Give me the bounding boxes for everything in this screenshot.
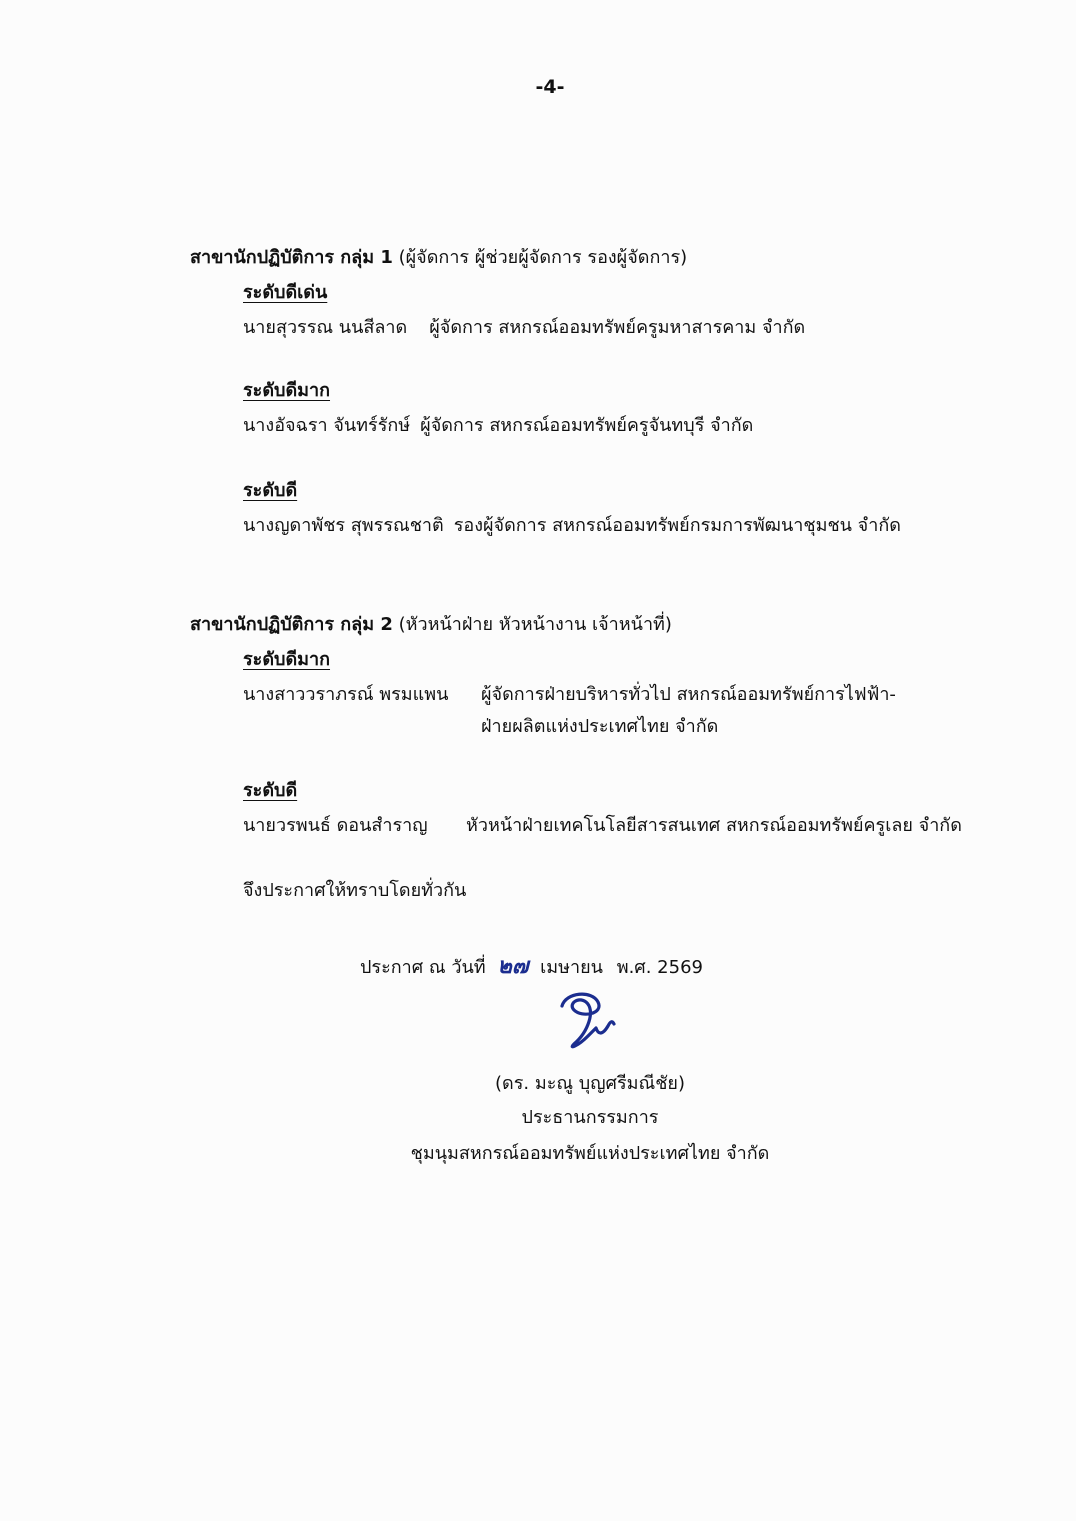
handwritten-day: ๒๗	[497, 953, 529, 979]
awardee-position: รองผู้จัดการ สหกรณ์ออมทรัพย์กรมการพัฒนาชุมชน จำกัด	[453, 515, 901, 536]
group1-awardee-very-good	[243, 410, 753, 439]
announcement-date	[360, 948, 703, 983]
group1-title-paren: (ผู้จัดการ ผู้ช่วยผู้จัดการ รองผู้จัดการ)	[398, 247, 688, 268]
group2-awardee-good-name: นายวรพนธ์ ดอนสำราญ	[243, 815, 428, 836]
announcement-prefix: ประกาศ ณ วันที่	[360, 957, 486, 978]
group1-level-good: ระดับดี	[243, 480, 298, 501]
signatory-organization: ชุมนุมสหกรณ์ออมทรัพย์แห่งประเทศไทย จำกัด	[410, 1143, 770, 1164]
page-number: -4-	[535, 76, 565, 98]
group2-level-good: ระดับดี	[243, 780, 298, 801]
awardee-name: นางญดาพัชร สุพรรณชาติ	[243, 515, 444, 536]
announcement-year: พ.ศ. 2569	[616, 957, 703, 978]
group2-title-paren: (หัวหน้าฝ่าย หัวหน้างาน เจ้าหน้าที่)	[398, 614, 672, 635]
group1-awardee-good	[243, 510, 901, 539]
awardee-position: ผู้จัดการ สหกรณ์ออมทรัพย์ครูจันทบุรี จำกัด	[420, 415, 754, 436]
signatory-name: (ดร. มะณู บุญศรีมณีชัย)	[495, 1073, 685, 1094]
awardee-position: ผู้จัดการ สหกรณ์ออมทรัพย์ครูมหาสารคาม จำกัด	[429, 317, 806, 338]
group1-title	[190, 242, 687, 271]
group1-level-outstanding: ระดับดีเด่น	[243, 282, 328, 303]
group2-awardee-very-good-name: นางสาววราภรณ์ พรมแพน	[243, 684, 449, 705]
group2-title	[190, 609, 672, 638]
group2-awardee-very-good-position-1: ผู้จัดการฝ่ายบริหารทั่วไป สหกรณ์ออมทรัพย์การไฟฟ้า-	[481, 684, 896, 705]
group2-awardee-very-good-position-2: ฝ่ายผลิตแห่งประเทศไทย จำกัด	[481, 716, 719, 737]
awardee-name: นายสุวรรณ นนสีลาด	[243, 317, 408, 338]
signature-icon	[552, 988, 632, 1058]
closing-statement: จึงประกาศให้ทราบโดยทั่วกัน	[243, 880, 467, 901]
announcement-month: เมษายน	[540, 957, 603, 978]
group2-level-very-good: ระดับดีมาก	[243, 649, 331, 670]
group1-level-very-good: ระดับดีมาก	[243, 380, 331, 401]
group2-title-main: สาขานักปฏิบัติการ กลุ่ม 2	[190, 614, 393, 635]
signatory-title: ประธานกรรมการ	[521, 1107, 659, 1128]
awardee-name: นางอัจฉรา จันทร์รักษ์	[243, 415, 411, 436]
group1-awardee-outstanding	[243, 312, 805, 341]
group2-awardee-good-position: หัวหน้าฝ่ายเทคโนโลยีสารสนเทศ สหกรณ์ออมทรัพย์ครูเลย จำกัด	[466, 815, 962, 836]
group1-title-main: สาขานักปฏิบัติการ กลุ่ม 1	[190, 247, 393, 268]
